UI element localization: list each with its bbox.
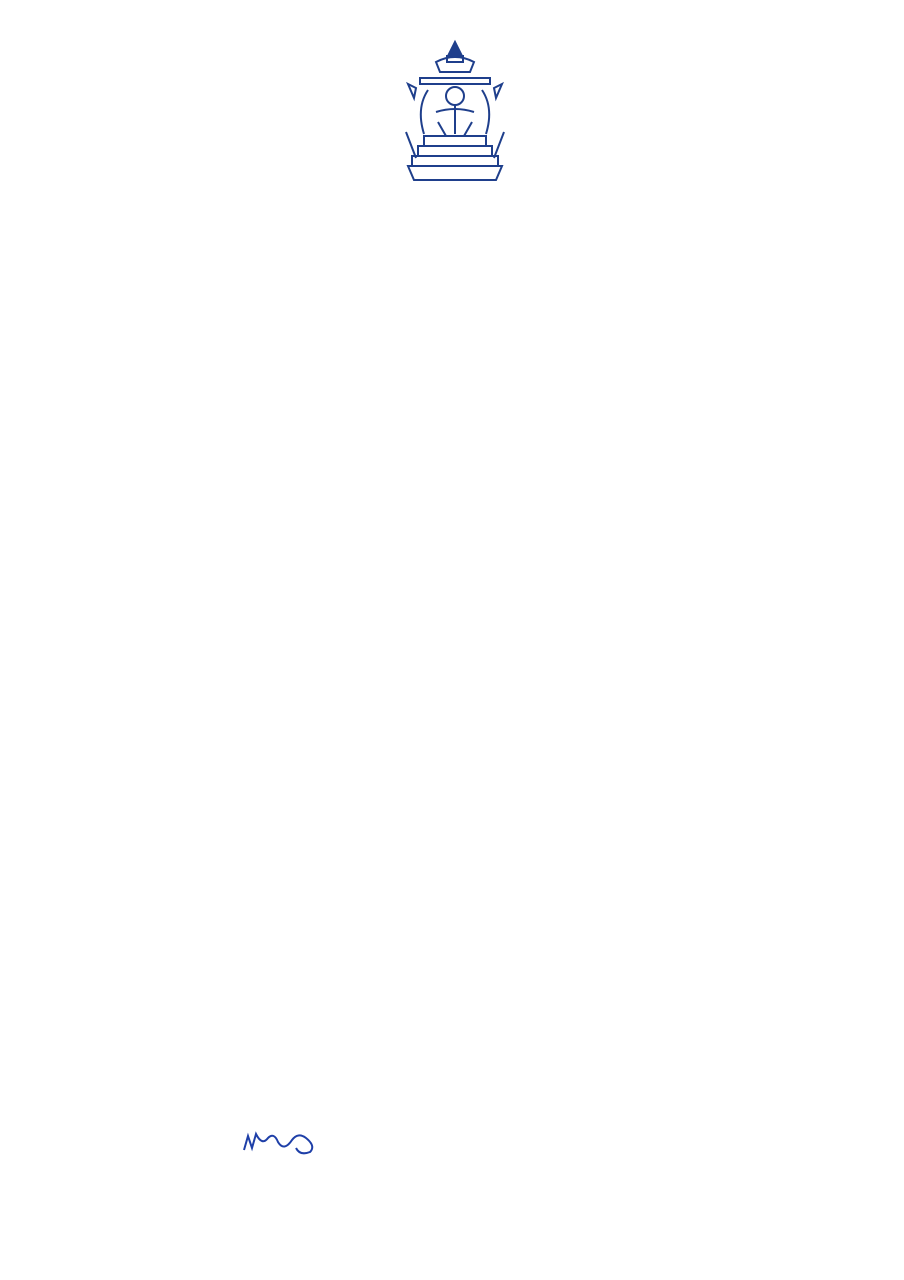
handwritten-signature-icon — [240, 1124, 330, 1160]
document-body — [104, 322, 816, 334]
royal-coat-of-arms-icon — [398, 38, 512, 186]
issuing-authority-block — [38, 44, 278, 52]
kingdom-header-block — [585, 18, 885, 22]
